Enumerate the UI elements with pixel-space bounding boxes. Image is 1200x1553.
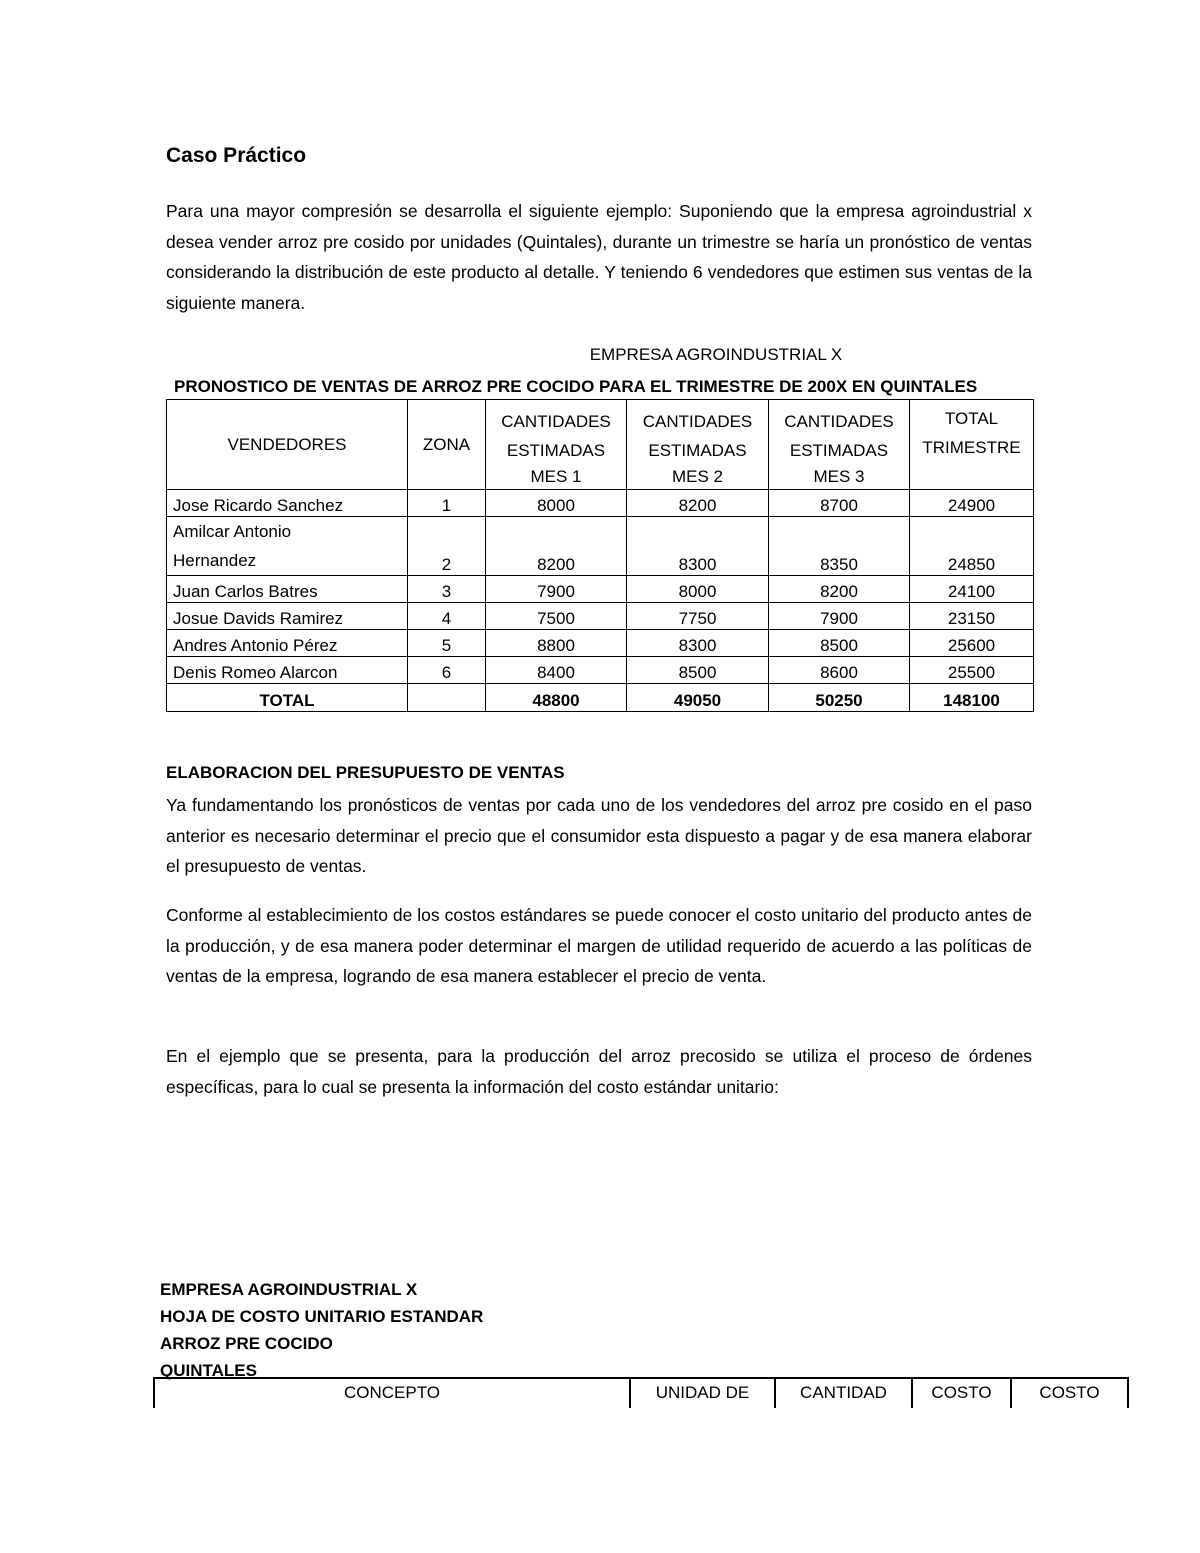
- row-zona: 2: [408, 517, 486, 576]
- row-zona: 6: [408, 657, 486, 684]
- totals-total: 148100: [910, 684, 1034, 712]
- row-name: Denis Romeo Alarcon: [167, 657, 408, 684]
- header-mes2-line1: CANTIDADES: [642, 412, 753, 431]
- row-name-line2: Hernandez: [173, 551, 257, 570]
- cost-col-cantidad: CANTIDAD: [775, 1378, 912, 1408]
- row-total: 24100: [910, 576, 1034, 603]
- row-name: Andres Antonio Pérez: [167, 630, 408, 657]
- table-row: [167, 490, 1034, 517]
- cost-col-unidad: UNIDAD DE: [630, 1378, 775, 1408]
- row-zona: 5: [408, 630, 486, 657]
- row-name: Josue Davids Ramirez: [167, 603, 408, 630]
- totals-row: [167, 684, 1034, 712]
- cost-col-concepto: CONCEPTO: [154, 1378, 630, 1408]
- table-row: [167, 576, 1034, 603]
- row-total: 23150: [910, 603, 1034, 630]
- header-mes3-line1: CANTIDADES: [784, 412, 894, 431]
- row-mes1: 7900: [486, 576, 627, 603]
- row-total: 24900: [910, 490, 1034, 517]
- table-row: [167, 517, 1034, 576]
- row-name-line1: Amilcar Antonio: [173, 522, 292, 541]
- row-total: 24850: [910, 517, 1034, 576]
- cost-sheet-company: EMPRESA AGROINDUSTRIAL X: [160, 1280, 418, 1299]
- row-mes1: 8800: [486, 630, 627, 657]
- header-mes2-line3: MES 2: [671, 467, 724, 486]
- header-total-line2: TRIMESTRE: [922, 438, 1021, 457]
- row-mes1: 7500: [486, 603, 627, 630]
- cost-sheet-table: [153, 1377, 1129, 1408]
- cost-col-costo-2: COSTO: [1011, 1378, 1128, 1408]
- header-mes1-line2: ESTIMADAS: [506, 441, 606, 460]
- row-name: [167, 517, 408, 576]
- totals-mes3: 50250: [769, 684, 910, 712]
- row-mes2: 8300: [627, 630, 769, 657]
- row-mes3: 8500: [769, 630, 910, 657]
- cost-sheet-unit: QUINTALES: [160, 1361, 257, 1380]
- row-mes2: 8500: [627, 657, 769, 684]
- header-mes1-line3: MES 1: [530, 467, 582, 486]
- totals-mes2: 49050: [627, 684, 769, 712]
- table-row: [167, 603, 1034, 630]
- header-total-line1: TOTAL: [944, 409, 999, 428]
- budget-paragraph-2: Conforme al establecimiento de los costos estándares se puede conocer el costo unitario del producto antes de la producción, y de esa manera poder determinar el margen de utilidad requerido de acuerdo a las políticas de ventas de la empresa, logrando de esa manera establecer el precio de venta.: [166, 905, 1032, 986]
- budget-paragraph-3: En el ejemplo que se presenta, para la producción del arroz precosido se utiliza el proceso de órdenes específicas, para lo cual se presenta la información del costo estándar unitario:: [166, 1046, 1032, 1097]
- row-mes3: 8200: [769, 576, 910, 603]
- row-name: Juan Carlos Batres: [167, 576, 408, 603]
- forecast-company: EMPRESA AGROINDUSTRIAL X: [589, 345, 843, 364]
- header-vendedores: VENDEDORES: [167, 400, 408, 490]
- header-total: [910, 400, 1034, 490]
- row-mes3: 7900: [769, 603, 910, 630]
- row-zona: 4: [408, 603, 486, 630]
- header-mes1-line1: CANTIDADES: [501, 412, 611, 431]
- totals-zona: [408, 684, 486, 712]
- row-mes3: 8350: [769, 517, 910, 576]
- cost-sheet-header-row: [154, 1378, 1128, 1408]
- header-zona: ZONA: [408, 400, 486, 490]
- row-mes2: 7750: [627, 603, 769, 630]
- cost-col-costo-1: COSTO: [912, 1378, 1011, 1408]
- row-mes2: 8200: [627, 490, 769, 517]
- row-mes3: 8700: [769, 490, 910, 517]
- row-zona: 1: [408, 490, 486, 517]
- row-mes2: 8300: [627, 517, 769, 576]
- forecast-table: [166, 399, 1034, 712]
- row-name: Jose Ricardo Sanchez: [167, 490, 408, 517]
- cost-sheet-title: HOJA DE COSTO UNITARIO ESTANDAR: [160, 1307, 484, 1326]
- budget-heading: ELABORACION DEL PRESUPUESTO DE VENTAS: [166, 763, 565, 782]
- row-total: 25600: [910, 630, 1034, 657]
- row-mes1: 8000: [486, 490, 627, 517]
- forecast-heading: PRONOSTICO DE VENTAS DE ARROZ PRE COCIDO PARA EL TRIMESTRE DE 200X EN QUINTALES: [174, 377, 978, 396]
- totals-mes1: 48800: [486, 684, 627, 712]
- header-mes3-line2: ESTIMADAS: [789, 441, 889, 460]
- header-mes3-line3: MES 3: [813, 467, 865, 486]
- row-mes2: 8000: [627, 576, 769, 603]
- budget-paragraph-1: Ya fundamentando los pronósticos de ventas por cada uno de los vendedores del arroz pre cosido en el paso anterior es necesario determinar el precio que el consumidor esta dispuesto a pagar y de esa manera elaborar el presupuesto de ventas.: [166, 795, 1032, 876]
- row-total: 25500: [910, 657, 1034, 684]
- table-row: [167, 630, 1034, 657]
- row-mes3: 8600: [769, 657, 910, 684]
- cost-sheet-product: ARROZ PRE COCIDO: [160, 1334, 333, 1353]
- forecast-header-row: [167, 400, 1034, 490]
- totals-label: TOTAL: [167, 684, 408, 712]
- table-row: [167, 657, 1034, 684]
- header-mes2: [627, 400, 769, 490]
- page-title: Caso Práctico: [166, 144, 307, 167]
- intro-paragraph: Para una mayor compresión se desarrolla el siguiente ejemplo: Suponiendo que la empresa agroindustrial x desea vender arroz pre cosido por unidades (Quintales), durante un trimestre se haría un pronóstico de ventas considerando la distribución de este producto al detalle. Y teniendo 6 vendedores que estimen sus ventas de la siguiente manera.: [166, 201, 1032, 313]
- cost-sheet-header: [160, 1276, 483, 1384]
- row-mes1: 8400: [486, 657, 627, 684]
- header-mes2-line2: ESTIMADAS: [648, 441, 747, 460]
- row-mes1: 8200: [486, 517, 627, 576]
- header-mes1: [486, 400, 627, 490]
- row-zona: 3: [408, 576, 486, 603]
- header-mes3: [769, 400, 910, 490]
